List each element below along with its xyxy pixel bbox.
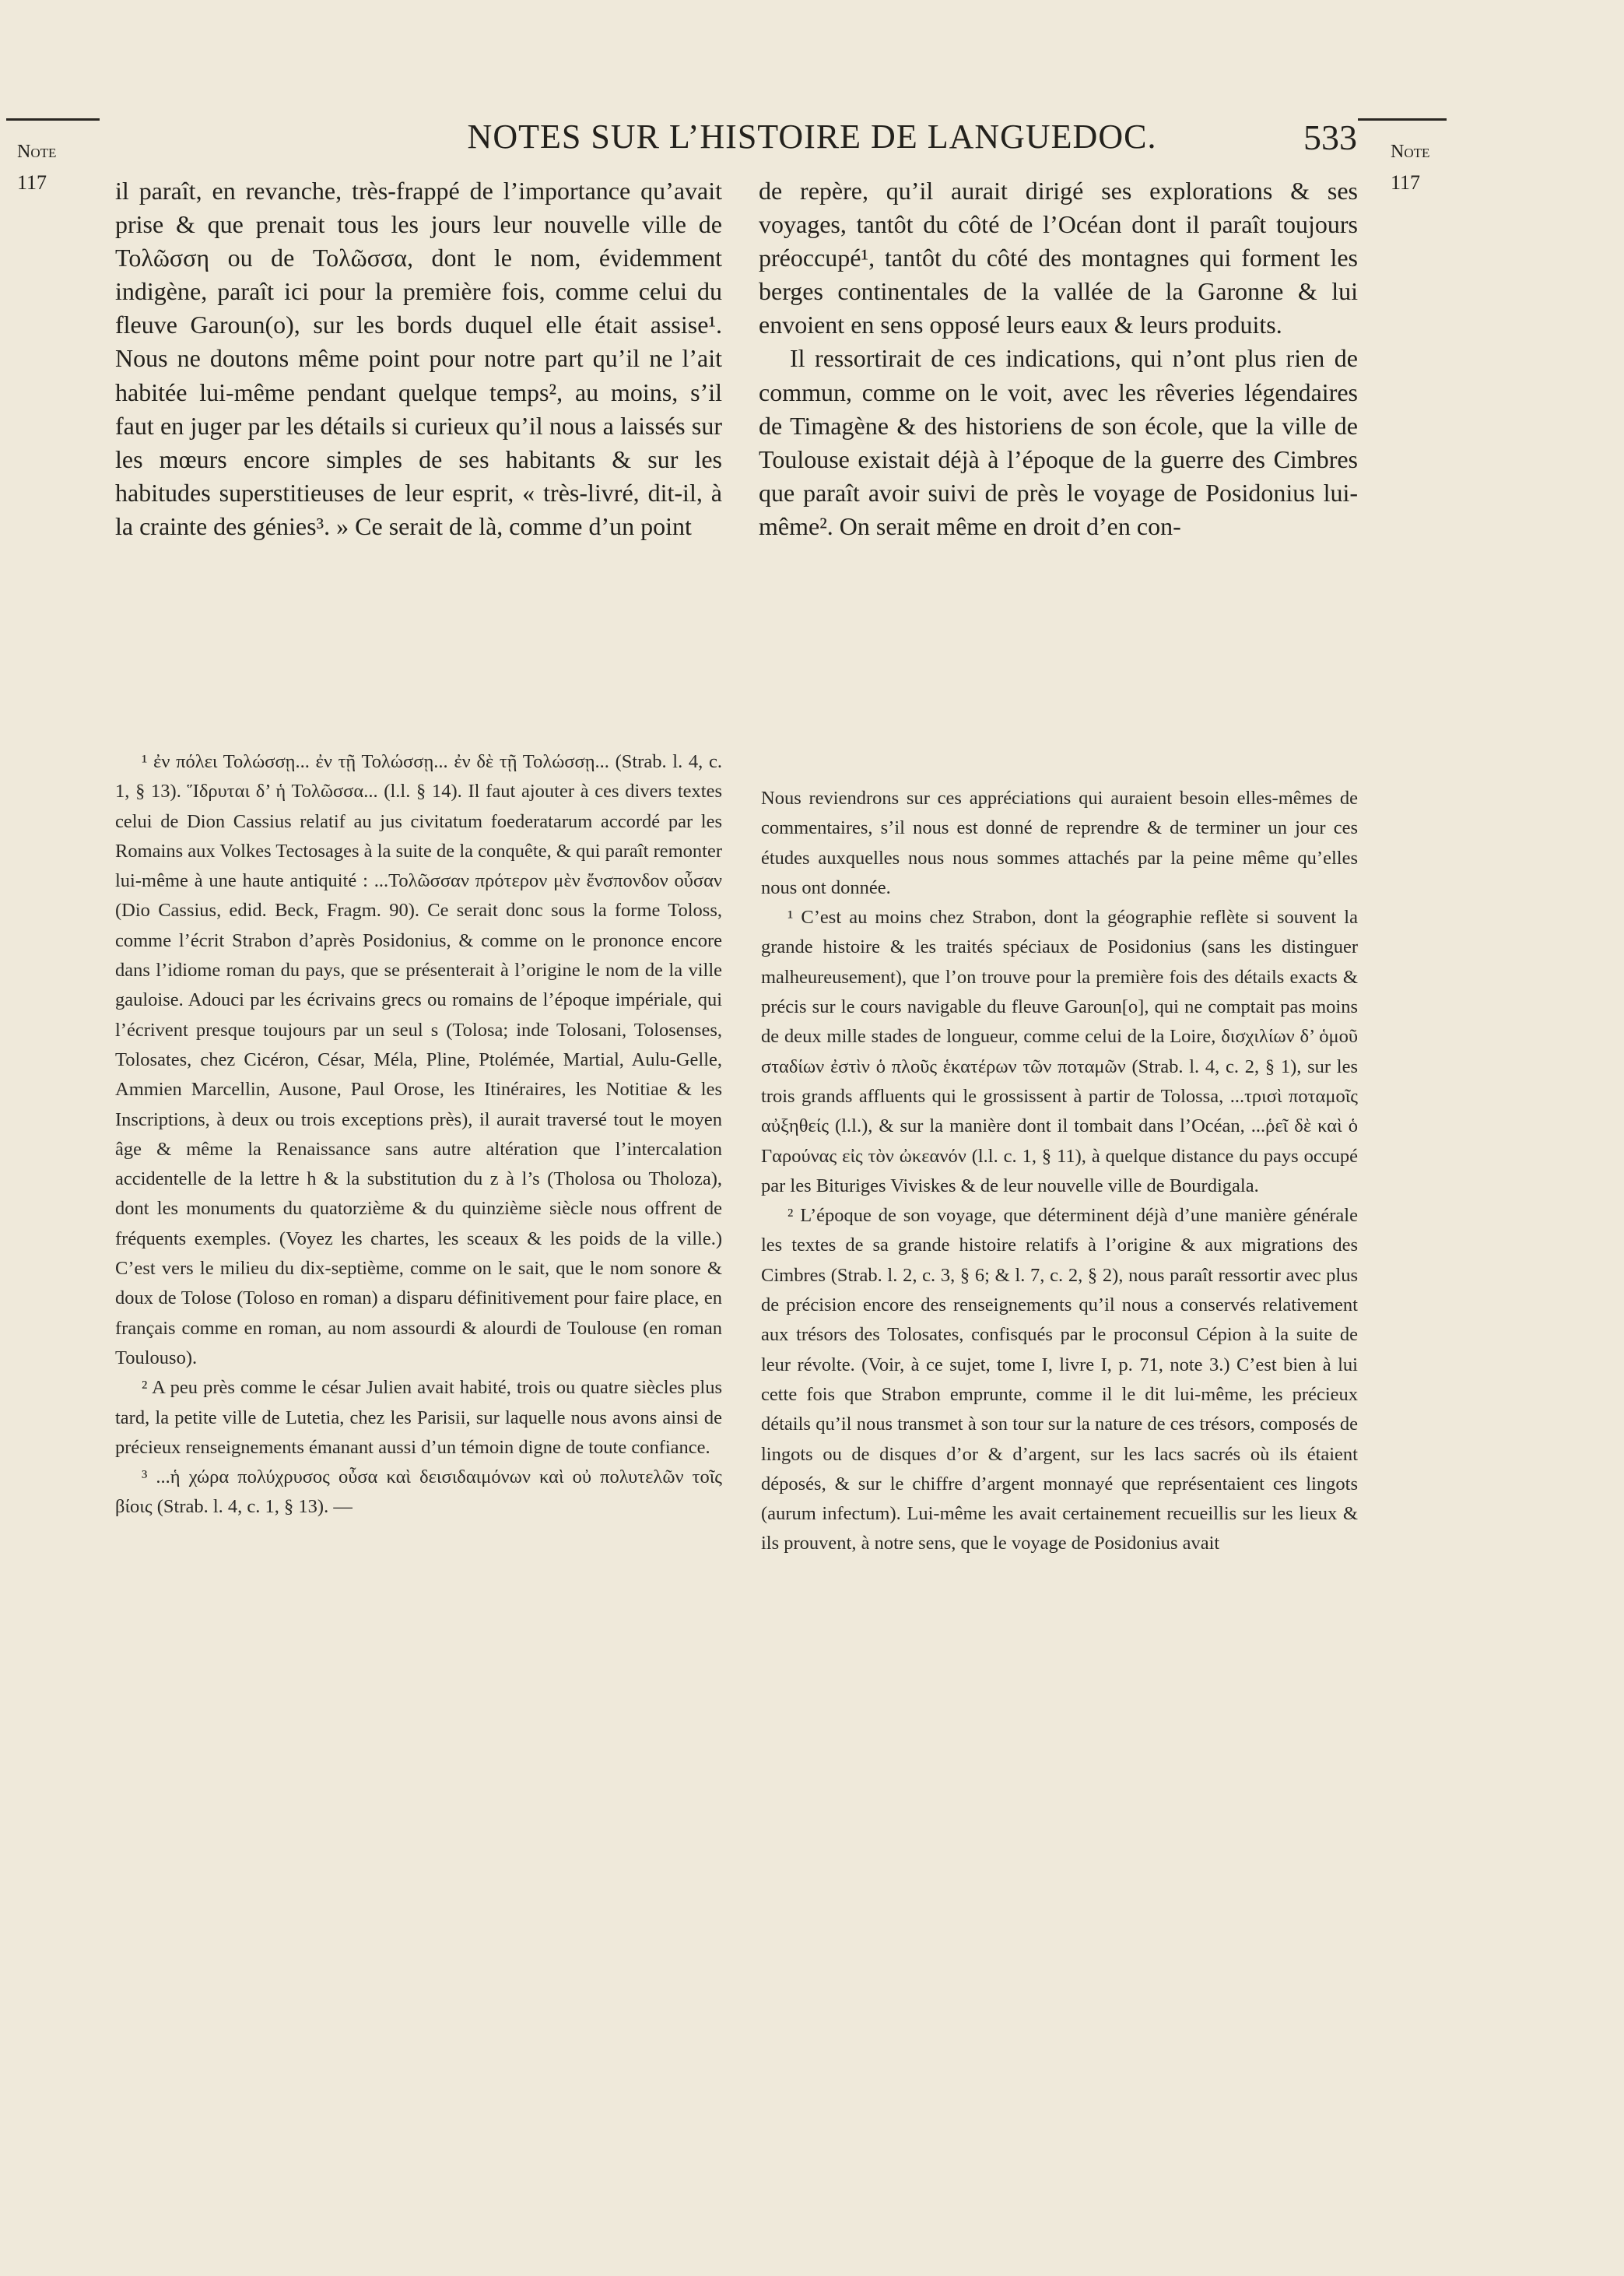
margin-note-label: Note	[17, 142, 57, 162]
body-paragraph: de repère, qu’il aurait dirigé ses explorations & ses voyages, tantôt du côté de l’Océan dont il paraît toujours préoccupé¹, tantôt du côté des montagnes qui forment les berges continentales de la vallée de la Garonne & lui envoient en sens opposé leurs eaux & leurs produits.	[759, 177, 1358, 339]
page-title: NOTES SUR L’HISTOIRE DE LANGUEDOC.	[467, 118, 1157, 156]
footnote: ³ ...ἡ χώρα πολύχρυσος οὖσα καὶ δεισιδαιμόνων καὶ οὐ πολυτελῶν τοῖς βίοις (Strab. l. 4, c. 1, § 13). —	[115, 1466, 722, 1518]
main-text-left-column	[115, 174, 722, 543]
body-paragraph: Il ressortirait de ces indications, qui n’ont plus rien de commun, comme on le voit, avec les rêveries légendaires de Timagène & des historiens de son école, que la ville de Toulouse existait déjà à l’époque de la guerre des Cimbres que paraît avoir suivi de près le voyage de Posidonius lui-même². On serait même en droit d’en con-	[759, 344, 1358, 540]
margin-note-number: 117	[1391, 171, 1421, 194]
footnote: ¹ C’est au moins chez Strabon, dont la géographie reflète si souvent la grande histoire & les traités spéciaux de Posidonius (sans les distinguer malheureusement), que l’on trouve pour la première fois des détails exacts & précis sur le cours navigable du fleuve Garoun[o], qui ne comptait pas moins de deux mille stades de longueur, comme celui de la Loire, δισχιλίων δ’ ὁμοῦ σταδίων ἐστὶν ὁ πλοῦς ἑκατέρων τῶν ποταμῶν (Strab. l. 4, c. 2, § 1), sur les trois grands affluents qui le grossissent à partir de Tolossa, ...τρισὶ ποταμοῖς αὐξηθείς (l.l.), & sur la manière dont il tombait dans l’Océan, ...ῥεῖ δὲ καὶ ὁ Γαρούνας εἰς τὸν ὠκεανόν (l.l. c. 1, § 11), à quelque distance du pays occupé par les Bituriges Viviskes & de leur nouvelle ville de Bourdigala.	[761, 907, 1358, 1196]
footnotes-left-column	[115, 747, 722, 1523]
page-number: 533	[1303, 118, 1357, 157]
footnote: ² A peu près comme le césar Julien avait habité, trois ou quatre siècles plus tard, la petite ville de Lutetia, chez les Parisii, sur laquelle nous avons ainsi de précieux renseignements émanant aussi d’un témoin digne de toute confiance.	[115, 1377, 722, 1458]
footnote: ² L’époque de son voyage, que déterminent déjà d’une manière générale les textes de sa grande histoire relatifs à l’origine & aux migrations des Cimbres (Strab. l. 2, c. 3, § 6; & l. 7, c. 2, § 2), nous paraît ressortir avec plus de précision encore des renseignements qu’il nous a conservés relativement aux trésors des Tolosates, confisqués par le proconsul Cépion à la suite de leur révolte. (Voir, à ce sujet, tome I, livre I, p. 71, note 3.) C’est bien à lui cette fois que Strabon emprunte, comme il le dit lui-même, les précieux détails qu’il nous transmet à son tour sur la nature de ces trésors, composés de lingots ou de disques d’or & d’argent, sur les lacs sacrés où ils étaient déposés, & sur le chiffre d’argent monnayé que représentaient ces lingots (aurum infectum). Lui-même les avait certainement recueillis sur les lieux & ils prouvent, à notre sens, que le voyage de Posidonius avait	[761, 1205, 1358, 1554]
footnote-continuation: Nous reviendrons sur ces appréciations qui auraient besoin elles-mêmes de commentaires, s’il nous est donné de reprendre & de terminer un jour ces études auxquelles nous nous sommes attachés par la peine même qu’elles nous ont donnée.	[761, 788, 1358, 898]
body-paragraph: il paraît, en revanche, très-frappé de l’importance qu’avait prise & que prenait tous les jours leur nouvelle ville de Τολῶσση ou de Τολῶσσα, dont le nom, évidemment indigène, paraît ici pour la première fois, comme celui du fleuve Garoun(o), sur les bords duquel elle était assise¹. Nous ne doutons même point pour notre part qu’il ne l’ait habitée lui-même pendant quelque temps², au moins, s’il faut en juger par les détails si curieux qu’il nous a laissés sur les mœurs encore simples de ses habitants & sur les habitudes superstitieuses de leur esprit, « très-livré, dit-il, à la crainte des génies³. » Ce serait de là, comme d’un point	[115, 177, 722, 540]
main-text-right-column	[759, 174, 1358, 543]
footnote: ¹ ἐν πόλει Τολώσσῃ... ἐν τῇ Τολώσσῃ... ἐν δὲ τῇ Τολώσσῃ... (Strab. l. 4, c. 1, § 13). Ἵδρυται δ’ ἡ Τολῶσσα... (l.l. § 14). Il faut ajouter à ces divers textes celui de Dion Cassius relatif au jus civitatum foederatarum accordé par les Romains aux Volkes Tectosages à la suite de la conquête, & qui paraît remonter lui-même à une haute antiquité : ...Τολῶσσαν πρότερον μὲν ἔνσπονδον οὖσαν (Dio Cassius, edid. Beck, Fragm. 90). Ce serait donc sous la forme Toloss, comme l’écrit Strabon d’après Posidonius, & comme on le prononce encore dans l’idiome roman du pays, que se présenterait à l’origine le nom de la ville gauloise. Adouci par les écrivains grecs ou romains de l’époque impériale, qui l’écrivent presque toujours par un seul s (Tolosa; inde Tolosani, Tolosenses, Tolosates, chez Cicéron, César, Méla, Pline, Ptolémée, Martial, Aulu-Gelle, Ammien Marcellin, Ausone, Paul Orose, les Itinéraires, les Notitiae & les Inscriptions, à deux ou trois exceptions près), il aurait traversé tout le moyen âge & même la Renaissance sans autre altération que l’intercalation accidentelle de la lettre h & la substitution du z à l’s (Tholosa ou Tholoza), dont les monuments du quatorzième & du quinzième siècle nous offrent de fréquents exemples. (Voyez les chartes, les sceaux & les poids de la ville.) C’est vers le milieu du dix-septième, comme on le sait, que le nom sonore & doux de Tolose (Toloso en roman) a disparu définitivement pour faire place, en français comme en roman, au nom assourdi & alourdi de Toulouse (en roman Toulouso).	[115, 751, 722, 1368]
margin-note-left	[17, 136, 103, 198]
margin-note-right	[1391, 136, 1476, 198]
footnotes-right-column	[761, 784, 1358, 1559]
margin-note-label: Note	[1391, 142, 1430, 162]
margin-note-number: 117	[17, 171, 47, 194]
